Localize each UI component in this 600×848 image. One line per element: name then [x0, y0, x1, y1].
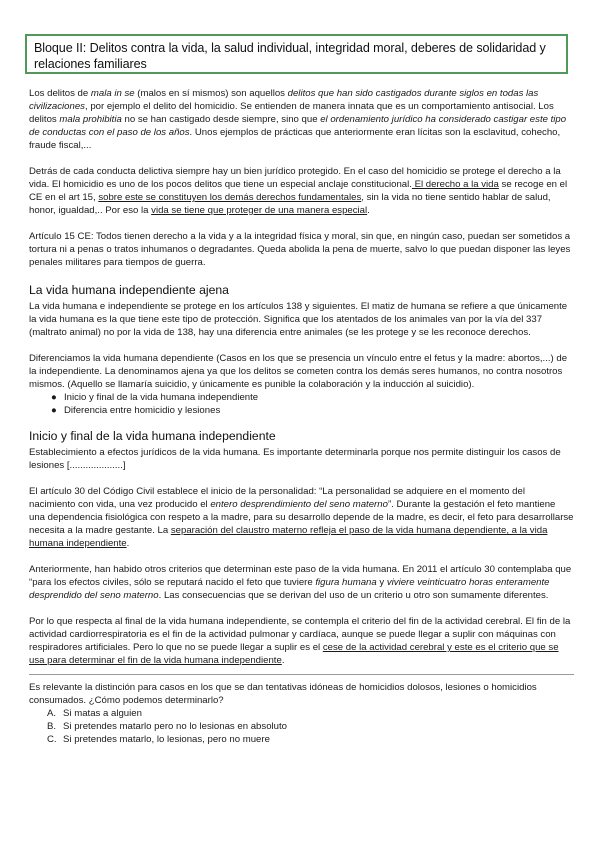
list-item: ● Inicio y final de la vida humana independiente	[51, 392, 259, 403]
paragraph-articulo-15: Artículo 15 CE: Todos tienen derecho a la vida y a la integridad física y moral, sin que, en ningún caso, puedan ser sometidos a tortura ni a penas o tratos inhumanos o degradantes. Queda abolida la pena de muerte, salvo lo que puedan disponer las leyes penales militares para tiempos de guerra.	[29, 231, 571, 268]
document-body	[29, 87, 574, 746]
paragraph-articulo-30: El artículo 30 del Código Civil establece el inicio de la personalidad: “La personalidad se adquiere en el momento del nacimiento con vida, una vez producido el entero desprendimiento del seno materno”. Durante la gestación el feto mantiene una dependencia fisiológica con respeto a la madre, para su desarrollo depende de la madre, es decir, el feto para desarrollarse necesita a la madre gestante. La separación del claustro materno refleja el paso de la vida humana dependiente, a la vida humana independiente.	[29, 486, 574, 549]
paragraph-vida-dependiente: Diferenciamos la vida humana dependiente (Casos en los que se presencia un vínculo entre el fetus y la madre: abortos,...) de la independiente. La denominamos ajena ya que los delitos se cometen contra los demás seres humanos, no contra nosotros mismos. (Aquello se llamaría suicidio, y únicamente es punible la colaboración y la inducción al suicidio).	[29, 353, 568, 390]
paragraph-bien-juridico: Detrás de cada conducta delictiva siempre hay un bien jurídico protegido. En el caso del homicidio se protege el derecho a la vida. El homicidio es uno de los pocos delitos que tiene un especial anclaje constitucional. El derecho a la vida se recoge en el CE en el art 15, sobre este se constituyen los demás derechos fundamentales, sin la vida no tiene sentido hablar de salud, honor, igualdad,.. Por eso la vida se tiene que proteger de una manera especial.	[29, 166, 568, 216]
paragraph-distincion: Es relevante la distinción para casos en los que se dan tentativas idóneas de homicidios dolosos, lesiones o homicidios consumados. ¿Cómo podemos determinarlo?	[29, 682, 537, 706]
bullet-icon: ●	[51, 405, 57, 416]
section-title: Bloque II: Delitos contra la vida, la salud individual, integridad moral, deberes de solidaridad y relaciones familiares	[34, 41, 546, 71]
list-item: ● Diferencia entre homicidio y lesiones	[51, 405, 221, 416]
list-item: A. Si matas a alguien	[47, 708, 142, 719]
paragraph-otros-criterios: Anteriormente, han habido otros criterios que determinan este paso de la vida humana. En 2011 el artículo 30 contemplaba que “para los efectos civiles, sólo se reputará nacido el feto que tuviere figura humana y viviere veinticuatro horas enteramente desprendido del seno materno. Las consecuencias que se derivan del uso de un criterio u otro son sumamente diferentes.	[29, 564, 572, 601]
section-title-box	[25, 34, 568, 74]
bullet-icon: ●	[51, 392, 57, 403]
paragraph-vida-humana-independiente: La vida humana e independiente se protege en los artículos 138 y siguientes. El matiz de humana se refiere a que únicamente la vida humana es la que tiene este tipo de protección. Significa que los atentados de los animales van por la vía del 337 (maltrato animal) no por la vida de 138, hay una diferencia entre animales (se les protege y se les reconoce derechos.	[29, 301, 568, 338]
heading-vida-humana-ajena: La vida humana independiente ajena	[29, 283, 229, 297]
paragraph-final-vida: Por lo que respecta al final de la vida humana independiente, se contempla el criterio del fin de la actividad cerebral. El fin de la actividad cardiorrespiratoria es el fin de la actividad pulmonar y cardíaca, aunque se puede llegar a suplir con máquinas con respiradores artificiales. Pero lo que no se puede llegar a suplir es el cese de la actividad cerebral y este es el criterio que se usa para determinar el fin de la vida humana independiente.	[29, 616, 571, 666]
options-list	[29, 707, 574, 746]
bullet-list	[29, 391, 574, 417]
paragraph-establecimiento: Establecimiento a efectos jurídicos de la vida humana. Es importante determinarla porque nos permite distinguir los casos de lesiones [....................]	[29, 447, 561, 471]
divider	[29, 674, 574, 675]
paragraph-mala-in-se: Los delitos de mala in se (malos en sí mismos) son aquellos delitos que han sido castigados durante siglos en todas las civilizaciones, por ejemplo el delito del homicidio. Se entienden de manera innata que es un comportamiento antisocial. Los delitos mala prohibitia no se han castigado desde siempre, sino que el ordenamiento jurídico ha considerado castigar este tipo de conductas con el paso de los años. Unos ejemplos de prácticas que anteriormente eran lícitas son la esclavitud, cohecho, fraude fiscal,...	[29, 88, 567, 151]
list-item: B. Si pretendes matarlo pero no lo lesionas en absoluto	[47, 721, 287, 732]
list-item: C. Si pretendes matarlo, lo lesionas, pero no muere	[47, 734, 270, 745]
heading-inicio-final: Inicio y final de la vida humana independiente	[29, 429, 276, 443]
